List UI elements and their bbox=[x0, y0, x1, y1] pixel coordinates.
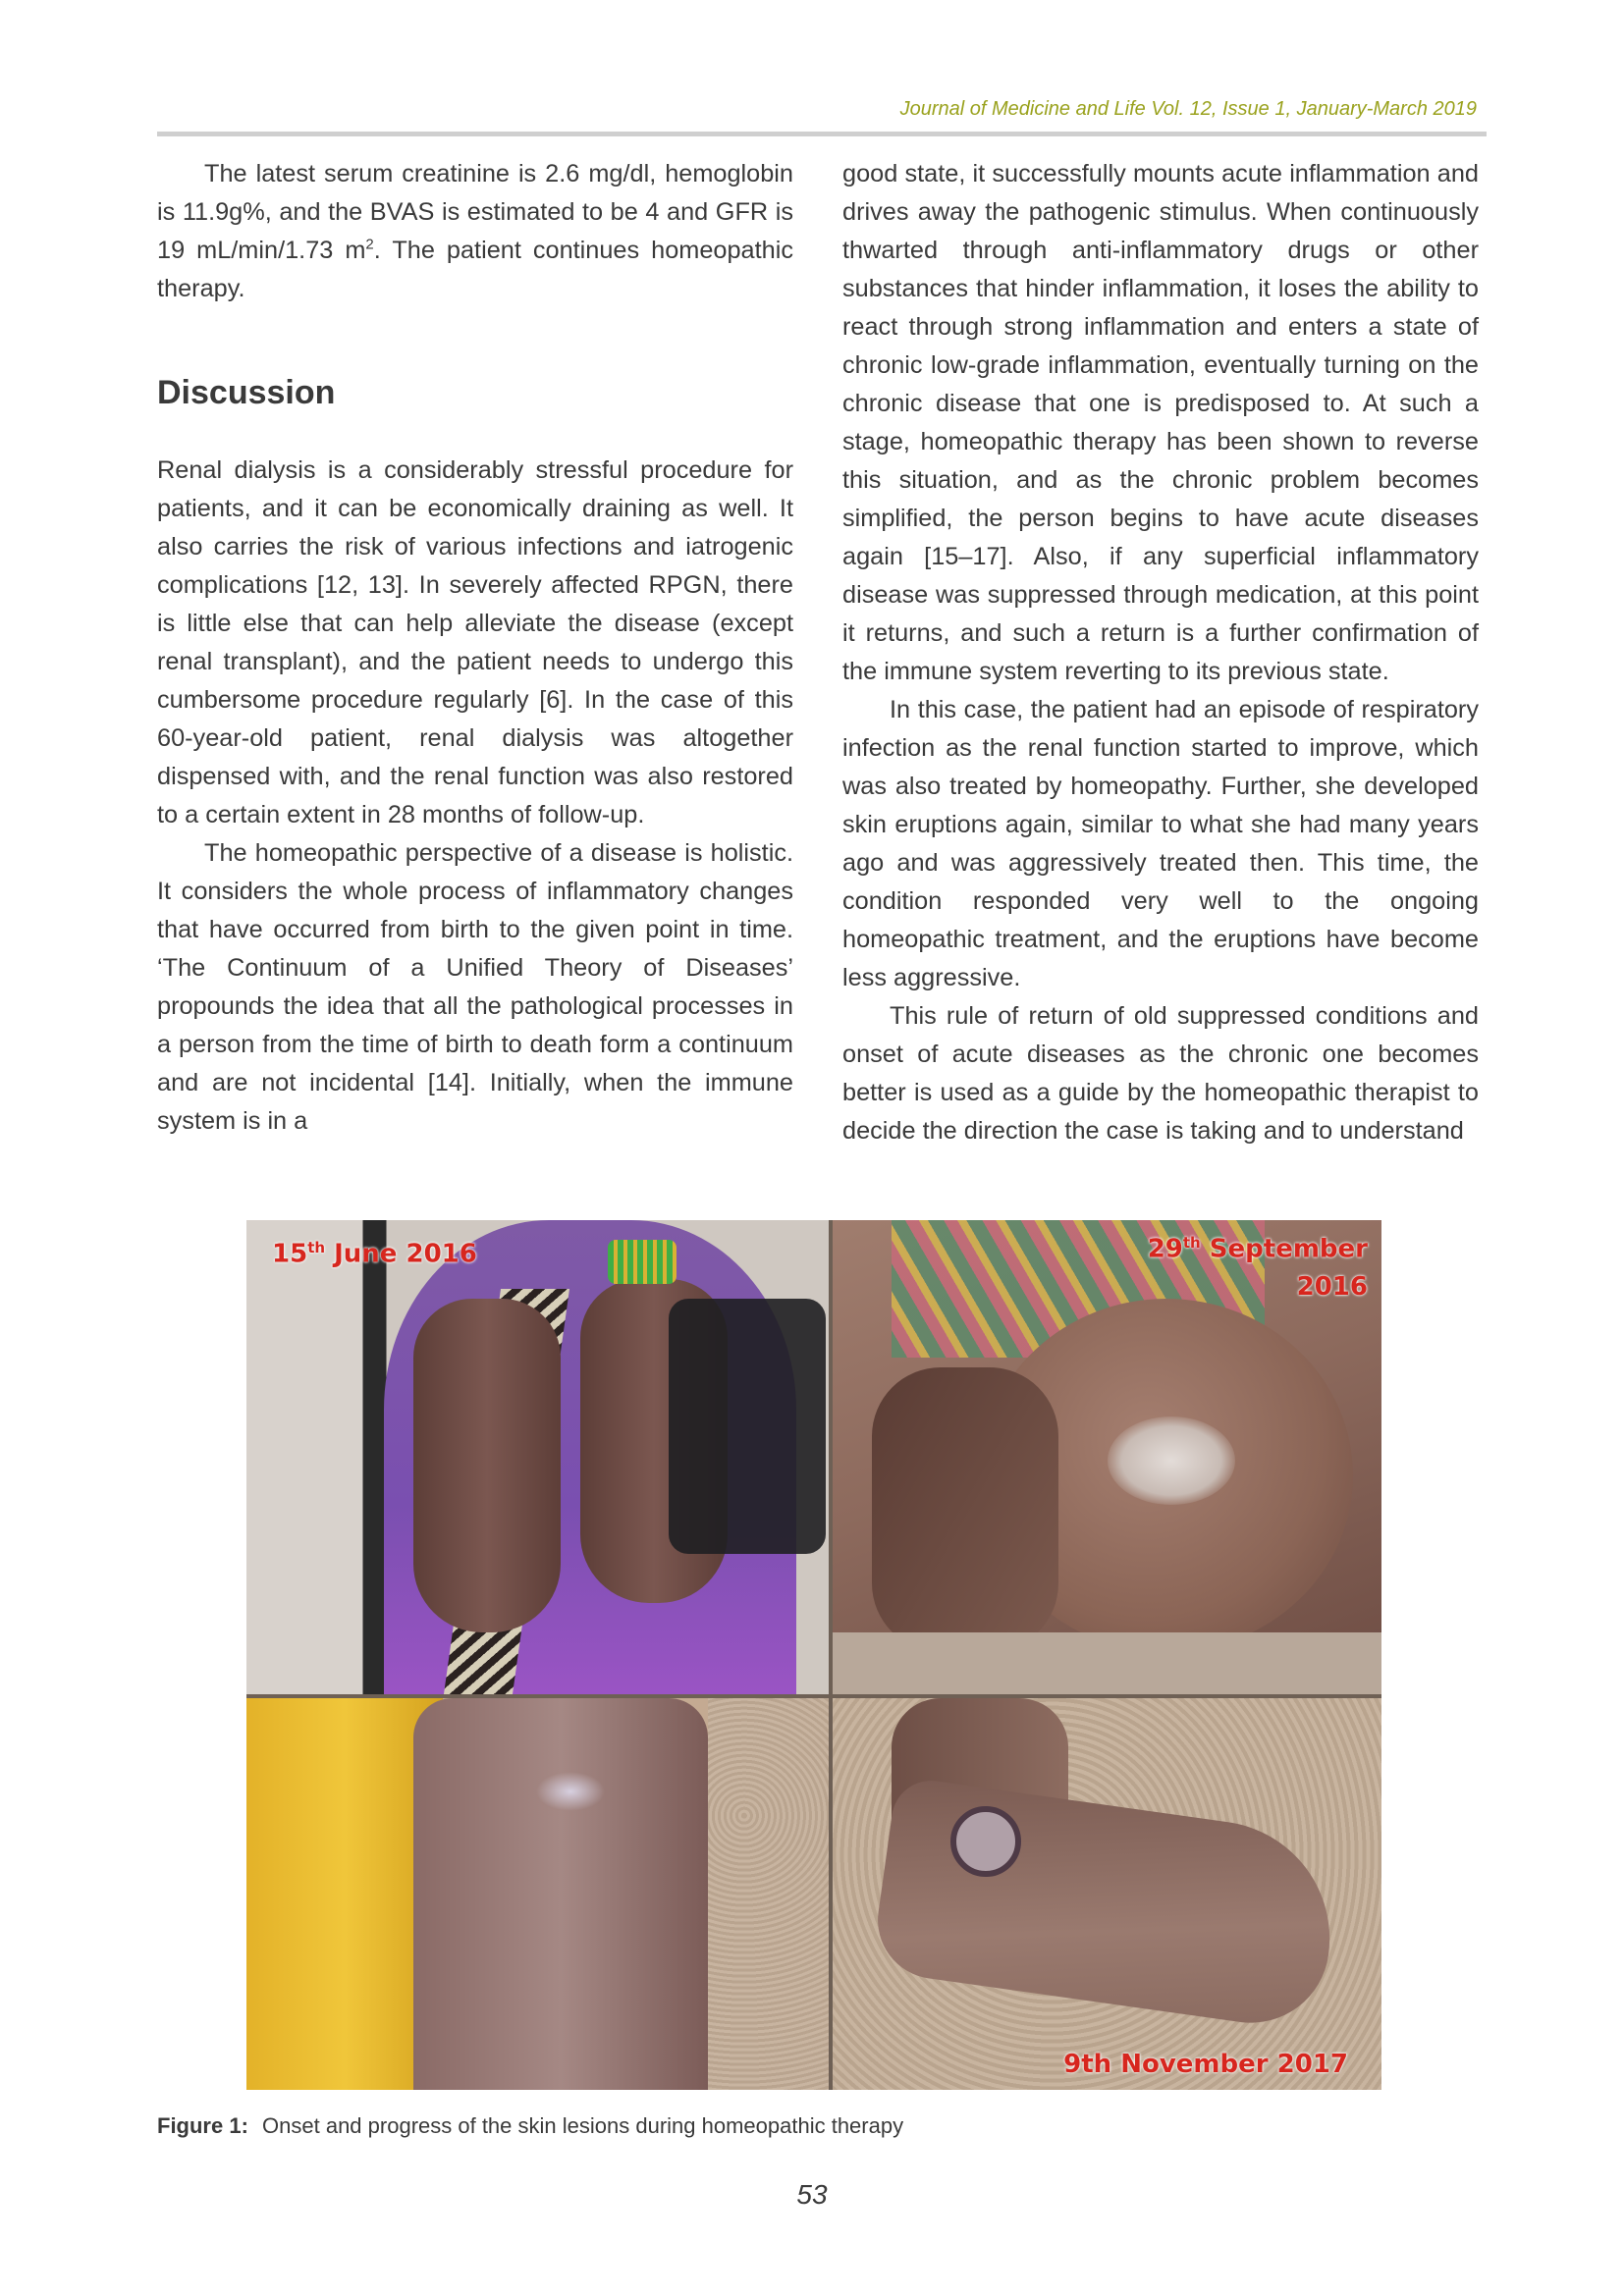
photo-floor bbox=[833, 1632, 1381, 1694]
photo-knee bbox=[833, 1220, 1381, 1694]
photo-date-label: 9th November 2017 bbox=[1063, 2050, 1348, 2079]
figure-photo-collage bbox=[246, 1220, 1381, 2090]
header-divider bbox=[157, 132, 1487, 136]
photo-bangles bbox=[608, 1240, 677, 1284]
page-number: 53 bbox=[796, 2179, 828, 2210]
photo-lesion-spot bbox=[536, 1772, 605, 1811]
photo-left-arm bbox=[413, 1299, 561, 1632]
intro-paragraph bbox=[157, 155, 793, 308]
superscript: 2 bbox=[365, 236, 374, 253]
photo-foot-skin bbox=[870, 1776, 1344, 2033]
intro-text-end: . The patient continues homeopathic therapy. bbox=[157, 237, 793, 302]
photo-lesion-patch bbox=[1108, 1416, 1235, 1505]
journal-header: Journal of Medicine and Life Vol. 12, Issue 1, January-March 2019 bbox=[899, 98, 1477, 120]
paragraph: Renal dialysis is a considerably stressful procedure for patients, and it can be economically draining as well. It also carries the risk of various infections and iatrogenic complications [12, 13]. In severely affected RPGN, there is little else that can help alleviate the disease (except renal transplant), and the patient needs to undergo this cumbersome procedure regularly [6]. In the case of this 60-year-old patient, renal dialysis was altogether dispensed with, and the renal function was also restored to a certain extent in 28 months of follow-up. bbox=[157, 456, 793, 828]
photo-date-label: 29th September 2016 bbox=[1147, 1234, 1368, 1302]
photo-chair bbox=[669, 1299, 826, 1554]
photo-leg bbox=[246, 1698, 829, 2090]
paragraph: The homeopathic perspective of a disease is holistic. It considers the whole process of inflammatory changes that have occurred from birth to the given point in time. ‘The Continuum of a Unified Theory of Diseases’ propounds the idea that all the pathological processes in a person from the time of birth to death form a continuum and are not incidental [14]. Initially, when the immune system is in a bbox=[157, 839, 793, 1135]
photo-hand bbox=[872, 1367, 1058, 1652]
photo-lesion-ring bbox=[950, 1806, 1021, 1877]
figure-caption-label: Figure 1: bbox=[157, 2113, 248, 2138]
left-column bbox=[157, 155, 793, 1141]
photo-date-label: 15th June 2016 bbox=[272, 1239, 477, 1269]
photo-elbows bbox=[246, 1220, 829, 1694]
figure-caption bbox=[157, 2112, 903, 2140]
intro-text: The latest serum creatinine is 2.6 mg/dl, hemoglobin is 11.9g%, and the BVAS is estimated to be 4 and GFR is 19 mL/min/1.73 m bbox=[157, 160, 793, 264]
photo-foot bbox=[833, 1698, 1381, 2090]
photo-floor bbox=[708, 1698, 829, 2090]
paragraph: In this case, the patient had an episode of respiratory infection as the renal function started to improve, which was also treated by homeopathy. Further, she developed skin eruptions again, similar to what she had many years ago and was aggressively treated then. This time, the condition responded very well to the ongoing homeopathic treatment, and the eruptions have become less aggressive. bbox=[842, 696, 1479, 991]
photo-leg-skin bbox=[413, 1698, 708, 2090]
figure-caption-text: Onset and progress of the skin lesions during homeopathic therapy bbox=[262, 2113, 904, 2138]
section-heading-discussion: Discussion bbox=[157, 374, 336, 411]
right-column bbox=[842, 155, 1479, 1150]
paragraph: This rule of return of old suppressed conditions and onset of acute diseases as the chronic one becomes better is used as a guide by the homeopathic therapist to decide the direction the case is taking and to understand bbox=[842, 1002, 1479, 1145]
paragraph: good state, it successfully mounts acute inflammation and drives away the pathogenic stimulus. When continuously thwarted through anti-inflammatory drugs or other substances that hinder inflammation, it loses the ability to react through strong inflammation and enters a state of chronic low-grade inflammation, eventually turning on the chronic disease that one is predisposed to. At such a stage, homeopathic therapy has been shown to reverse this situation, and as the chronic problem becomes simplified, the person begins to have acute diseases again [15–17]. Also, if any superficial inflammatory disease was suppressed through medication, at this point it returns, and such a return is a further confirmation of the immune system reverting to its previous state. bbox=[842, 160, 1479, 685]
